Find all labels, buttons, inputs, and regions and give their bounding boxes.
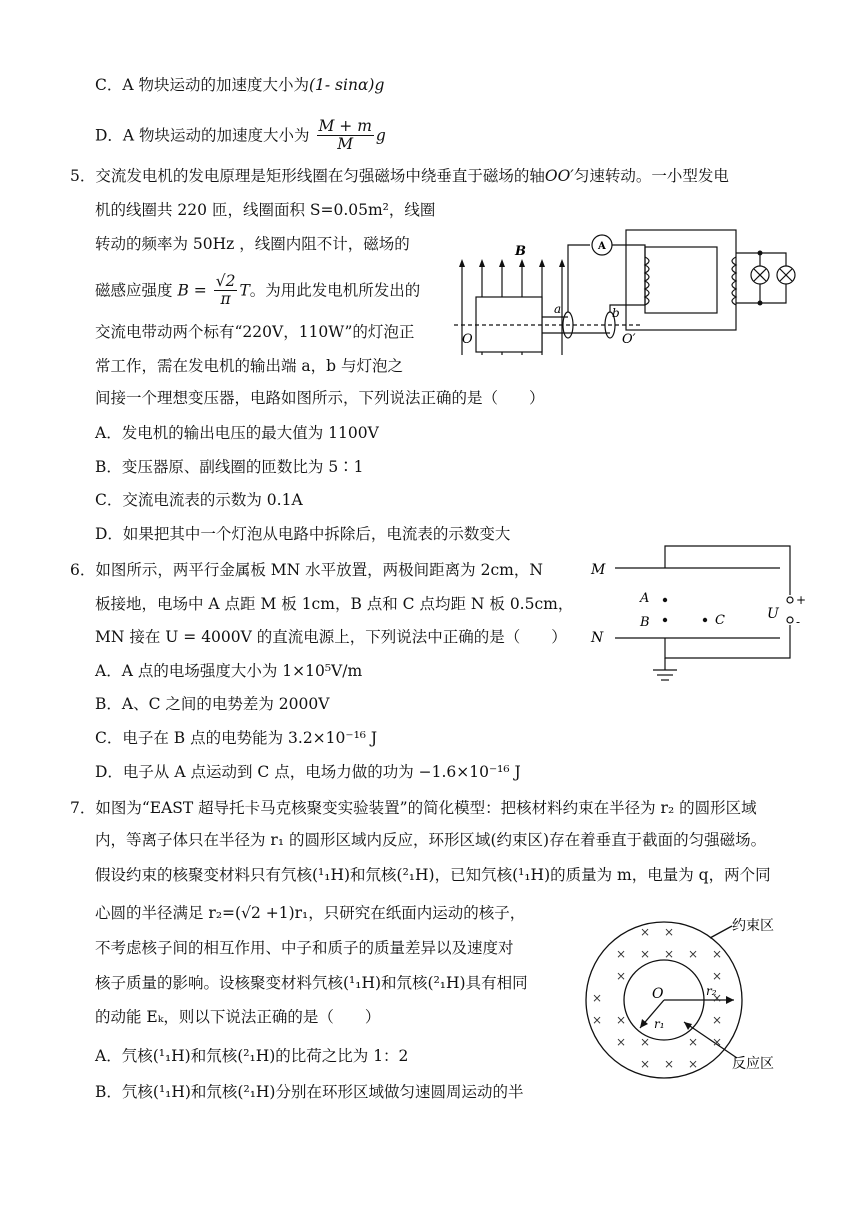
q4-option-d-fraction: $\frac{M + m}{M}$ bbox=[318, 117, 372, 153]
q7-stem-line3: 假设约束的核聚变材料只有氕核(¹₁H)和氘核(²₁H)，已知氕核(¹₁H)的质量为 m，电量为 q，两个同 bbox=[95, 866, 771, 884]
magnetic-field-x-mark: × bbox=[616, 1035, 627, 1049]
q7-stem-line1: 7．如图为“EAST 超导托卡马克核聚变实验装置”的简化模型：把核材料约束在半径为 r₂ 的圆形区域 bbox=[70, 799, 757, 817]
magnetic-field-x-mark: × bbox=[640, 1057, 651, 1071]
q6-plates-figure bbox=[585, 540, 815, 690]
magnetic-field-x-mark: × bbox=[640, 947, 651, 961]
q5-option-c: C．交流电流表的示数为 0.1A bbox=[95, 491, 303, 509]
svg-text:N: N bbox=[591, 630, 604, 646]
q7-stem-line2: 内，等离子体只在半径为 r₁ 的圆形区域内反应，环形区域(约束区)存在着垂直于截面的匀强磁场。 bbox=[95, 831, 767, 849]
q5-option-a: A．发电机的输出电压的最大值为 1100V bbox=[95, 424, 379, 442]
q5-stem-line2: 机的线圈共 220 匝，线圈面积 S=0.05m²，线圈 bbox=[95, 201, 436, 219]
magnetic-field-x-mark: × bbox=[712, 1013, 723, 1027]
svg-text:a: a bbox=[554, 302, 562, 316]
svg-text:B: B bbox=[515, 244, 526, 259]
q7-stem-line5: 不考虑核子间的相互作用、中子和质子的质量差异以及速度对 bbox=[95, 939, 514, 957]
q5-stem-line7: 间接一个理想变压器，电路如图所示，下列说法正确的是（ ） bbox=[95, 389, 545, 407]
q5-option-b: B．变压器原、副线圈的匝数比为 5∶1 bbox=[95, 458, 364, 476]
svg-text:r₁: r₁ bbox=[654, 1017, 665, 1031]
svg-text:b: b bbox=[612, 306, 620, 320]
magnetic-field-x-mark: × bbox=[712, 947, 723, 961]
q5-stem-line5: 交流电带动两个标有“220V，110W”的灯泡正 bbox=[95, 323, 415, 341]
svg-text:A: A bbox=[598, 241, 606, 252]
magnetic-field-x-mark: × bbox=[616, 947, 627, 961]
svg-text:-: - bbox=[796, 615, 801, 629]
magnetic-field-x-mark: × bbox=[712, 991, 723, 1005]
q5-stem-line1: 5．交流发电机的发电原理是矩形线圈在匀强磁场中绕垂直于磁场的轴OO′匀速转动。一小型发电 bbox=[70, 167, 729, 185]
q6-option-c: C．电子在 B 点的电势能为 3.2×10⁻¹⁶ J bbox=[95, 729, 378, 747]
svg-text:U: U bbox=[767, 606, 779, 622]
magnetic-field-x-mark: × bbox=[640, 925, 651, 939]
magnetic-field-x-mark: × bbox=[664, 1057, 675, 1071]
q6-stem-line2: 板接地，电场中 A 点距 M 板 1cm，B 点和 C 点均距 N 板 0.5cm， bbox=[95, 595, 574, 613]
magnetic-field-x-mark: × bbox=[688, 1035, 699, 1049]
svg-text:r₂: r₂ bbox=[706, 984, 717, 998]
magnetic-field-x-mark: × bbox=[688, 1057, 699, 1071]
magnetic-field-x-mark: × bbox=[592, 1013, 603, 1027]
magnetic-field-x-mark: × bbox=[616, 969, 627, 983]
svg-text:+: + bbox=[796, 593, 807, 607]
magnetic-field-x-mark: × bbox=[688, 947, 699, 961]
q6-option-a: A．A 点的电场强度大小为 1×10⁵V/m bbox=[95, 662, 363, 680]
q5-generator-figure bbox=[450, 225, 810, 360]
magnetic-field-x-mark: × bbox=[712, 969, 723, 983]
svg-text:B: B bbox=[640, 615, 650, 630]
q5-option-d: D．如果把其中一个灯泡从电路中拆除后，电流表的示数变大 bbox=[95, 525, 511, 543]
svg-text:O: O bbox=[462, 332, 473, 347]
q7-stem-line7: 的动能 Eₖ，则以下说法正确的是（ ） bbox=[95, 1008, 381, 1026]
magnetic-field-x-mark: × bbox=[664, 925, 675, 939]
svg-text:反应区: 反应区 bbox=[732, 1056, 774, 1072]
svg-text:A: A bbox=[640, 591, 650, 606]
svg-text:O′: O′ bbox=[622, 332, 636, 347]
q7-stem-line6: 核子质量的影响。设核聚变材料氕核(¹₁H)和氘核(²₁H)具有相同 bbox=[95, 974, 528, 992]
magnetic-field-x-mark: × bbox=[640, 1035, 651, 1049]
q4-option-d: D．A 物块运动的加速度大小为 $\frac{M + m}{M}$ g bbox=[95, 117, 386, 153]
svg-text:约束区: 约束区 bbox=[732, 918, 774, 934]
q6-stem-line1: 6．如图所示，两平行金属板 MN 水平放置，两极间距离为 2cm，N bbox=[70, 561, 543, 579]
q7-tokamak-figure bbox=[582, 918, 802, 1108]
magnetic-field-x-mark: × bbox=[592, 991, 603, 1005]
q5-stem-line6: 常工作，需在发电机的输出端 a，b 与灯泡之 bbox=[95, 357, 404, 375]
q6-stem-line3: MN 接在 U = 4000V 的直流电源上，下列说法中正确的是（ ） bbox=[95, 628, 567, 646]
svg-text:C: C bbox=[715, 613, 725, 628]
magnetic-field-x-mark: × bbox=[712, 1035, 723, 1049]
svg-text:M: M bbox=[591, 562, 606, 578]
q4-option-c: C．A 物块运动的加速度大小为(1- sinα)g bbox=[95, 76, 385, 94]
q4-option-c-expr: (1- sinα)g bbox=[308, 76, 385, 94]
q7-option-b: B．氕核(¹₁H)和氘核(²₁H)分别在环形区域做匀速圆周运动的半 bbox=[95, 1083, 524, 1101]
svg-text:O: O bbox=[652, 986, 664, 1002]
q5-stem-line3: 转动的频率为 50Hz ，线圈内阻不计，磁场的 bbox=[95, 235, 410, 253]
q7-option-a: A．氕核(¹₁H)和氘核(²₁H)的比荷之比为 1：2 bbox=[95, 1047, 409, 1065]
q7-stem-line4: 心圆的半径满足 r₂=(√2 +1)r₁，只研究在纸面内运动的核子， bbox=[95, 904, 526, 922]
q6-option-b: B．A、C 之间的电势差为 2000V bbox=[95, 695, 330, 713]
q6-option-d: D．电子从 A 点运动到 C 点，电场力做的功为 −1.6×10⁻¹⁶ J bbox=[95, 763, 521, 781]
magnetic-field-x-mark: × bbox=[664, 947, 675, 961]
q5-stem-line4: 磁感应强度 B = $\frac{√2}{\pi}$ T。为用此发电机所发出的 bbox=[95, 272, 421, 308]
magnetic-field-x-mark: × bbox=[616, 1013, 627, 1027]
